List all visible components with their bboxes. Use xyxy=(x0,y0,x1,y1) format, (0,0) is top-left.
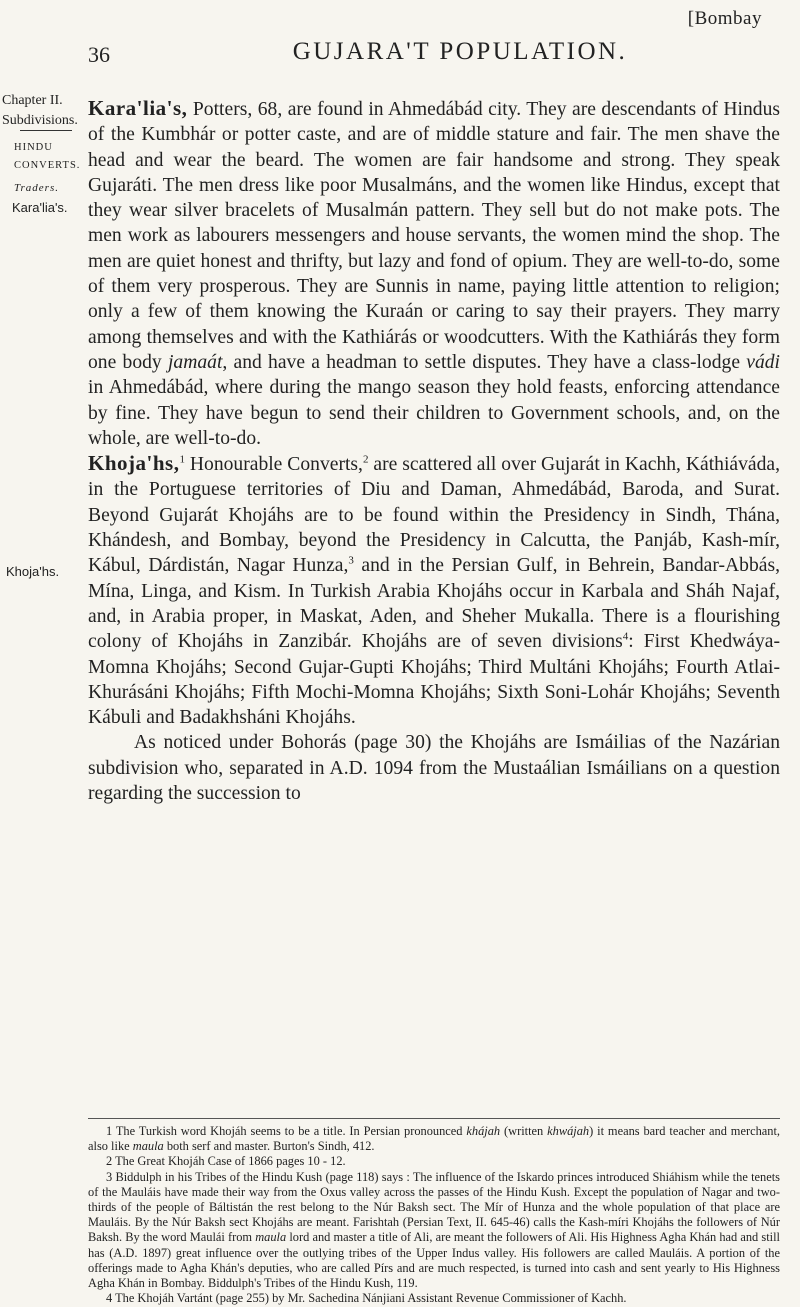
p1-vadi: vádi xyxy=(746,351,780,373)
p1-text2: , and have a headman to settle disputes. They have a class-lodge xyxy=(222,351,747,373)
page-title: GUJARA'T POPULATION. xyxy=(292,38,628,65)
footnote-ref-3: 3 xyxy=(348,554,354,567)
footnote-1-text-d: both serf and master. Burton's Sindh, 412. xyxy=(163,1139,375,1154)
p2-text-c: and in the Persian Gulf, in Behrein, Bandar-Abbás, Mína, Linga, and Kism. In Turkish Arabia Khojáhs occur in Karbala and Sháh Najaf, and, in Arabia proper, in Maskat, Aden, and Sheher Mukalla. There is a flourishing colony of Khojáhs in Zanzibár. Khojáhs are of seven divisions xyxy=(88,555,780,653)
paragraph-ismailias: As noticed under Bohorás (page 30) the Khojáhs are Ismáilias of the Nazárian subdivision who, separated in A.D. 1094 from the Mustaálian Ismáilians on a question regarding the succession to xyxy=(88,732,780,805)
footnote-1-italic-3: maula xyxy=(132,1139,164,1154)
margin-rule xyxy=(20,130,72,131)
lead-karalias: Kara'lia's, xyxy=(88,96,188,120)
margin-entry-karalias: Kara'lia's. xyxy=(12,200,68,215)
footnote-1-text-c: ) it means bard teacher and merchant, also like xyxy=(88,1124,780,1154)
footnote-ref-4: 4 xyxy=(622,630,629,643)
footnotes xyxy=(88,1124,780,1306)
margin-section-line1: HINDU xyxy=(14,142,53,153)
footnote-1-italic-1: khájah xyxy=(466,1124,501,1138)
footnote-1-text-a: 1 The Turkish word Khojáh seems to be a title. In Persian pronounced xyxy=(106,1124,467,1138)
lead-khojahs: Khoja'hs, xyxy=(88,451,180,476)
p2-text-b: are scattered all over Gujarát in Kachh, Káthiáváda, in the Portuguese territories of Diu and Daman, Ahmedábád, Baroda, and Surat. Beyond Gujarát Khojáhs are to be found within the Presidency in Sindh, Thána, Khándesh, and Bombay, beyond the Presidency in Calcutta, the Panjáb, Kash-mír, Kábul, Dárdistán, Nagar Hunza, xyxy=(88,454,780,577)
p1-text: Potters, 68, are found in Ahmedábád city. They are descendants of Hindus of the Kumbhár or potter caste, and are of middle stature and fair. The men shave the head and wear the beard. The women are fair handsome and strong. They speak Gujaráti. The men dress like poor Musalmáns, and the women like Hindus, except that they wear silver bracelets of Musalmán pattern. They sell but do not make pots. The men work as labourers messengers and house servants, the women mind the shop. The men are quiet honest and thrifty, but lazy and fond of opium. They are well-to-do, some of them very prosperous. They are Sunnis in name, paying little attention to religion; only a few of them knowing the Kuraán or caring to say their prayers. They marry among themselves and with the Kathiárás or woodcutters. With the Kathiárás they form one body xyxy=(88,99,780,373)
page-number: 36 xyxy=(88,42,110,67)
p2-text-d: : First Khedwáya-Momna Khojáhs; Second Gujar-Gupti Khojáhs; Third Multáni Khojáhs; Fourth Atlai-Khurásáni Khojáhs; Fifth Mochi-Momna Khojáhs; Sixth Soni-Lohár Khojáhs; Seventh Kábuli and Badakhsháni Khojáhs. xyxy=(88,631,780,729)
footnote-3-text-b: lord and master a title of Ali, are meant the followers of Ali. His Highness Agha Khán had and still has (A.D. 1897) great influence over the outlying tribes of the Upper Indus valley. His followers are called Mauláis. A portion of the offerings made to Agha Khán's deputies, who are called Pírs and are much respected, is turned into cash and sent yearly to His Highness Agha Khán in Bombay. Biddulph's Tribes of the Hindu Kush, 119. xyxy=(88,1230,780,1291)
paragraph-khojahs xyxy=(88,451,780,730)
margin-entry-khojahs: Khoja'hs. xyxy=(6,564,60,579)
margin-chapter: Chapter II. xyxy=(2,93,63,108)
margin-subdivisions: Subdivisions. xyxy=(2,113,78,128)
running-head: [Bombay xyxy=(687,8,762,29)
footnote-1 xyxy=(88,1124,780,1154)
body-text xyxy=(88,96,780,806)
margin-section-line2: CONVERTS. xyxy=(14,160,81,171)
p1-jamaat: jamaát xyxy=(167,351,223,373)
p1-text3: in Ahmedábád, where during the mango season they hold feasts, enforcing attendance by fine. They have begun to send their children to Government schools, and, on the whole, are well-to-do. xyxy=(88,377,780,449)
margin-group: Traders. xyxy=(14,182,59,194)
footnote-1-italic-2: khwájah xyxy=(547,1124,590,1138)
footnote-ref-2: 2 xyxy=(362,453,369,466)
footnote-1-text-b: (written xyxy=(500,1124,548,1138)
paragraph-karalias xyxy=(88,96,780,451)
p2-text-a: Honourable Converts, xyxy=(184,454,363,476)
footnote-divider xyxy=(88,1118,780,1119)
footnote-2: 2 The Great Khojáh Case of 1866 pages 10 - 12. xyxy=(106,1154,346,1169)
footnote-4: 4 The Khojáh Vartánt (page 255) by Mr. Sachedina Nánjiani Assistant Revenue Commissioner of Kachh. xyxy=(106,1291,627,1306)
margin-notes xyxy=(2,92,81,217)
footnote-3 xyxy=(88,1170,780,1292)
footnote-3-text-a: 3 Biddulph in his Tribes of the Hindu Kush (page 118) says : The influence of the Iskardo princes introduced Shiáhism while the tenets of the Mauláis have made their way from the Oxus valley across the passes of the Hindu Kush. Except the population of Nagar and two-thirds of the people of Báltistán the rest belong to the Núr Baksh sect. The Mír of Hunza and the whole population of that place are Mauláis. By the Núr Baksh sect Khojáhs are meant. Farishtah (Persian Text, II. 645-46) calls the Kash-míri Khojáhs the followers of Núr Baksh. By the word Maulái from xyxy=(88,1169,780,1245)
footnote-ref-1: 1 xyxy=(179,453,185,466)
footnote-3-italic: maula xyxy=(255,1230,287,1245)
